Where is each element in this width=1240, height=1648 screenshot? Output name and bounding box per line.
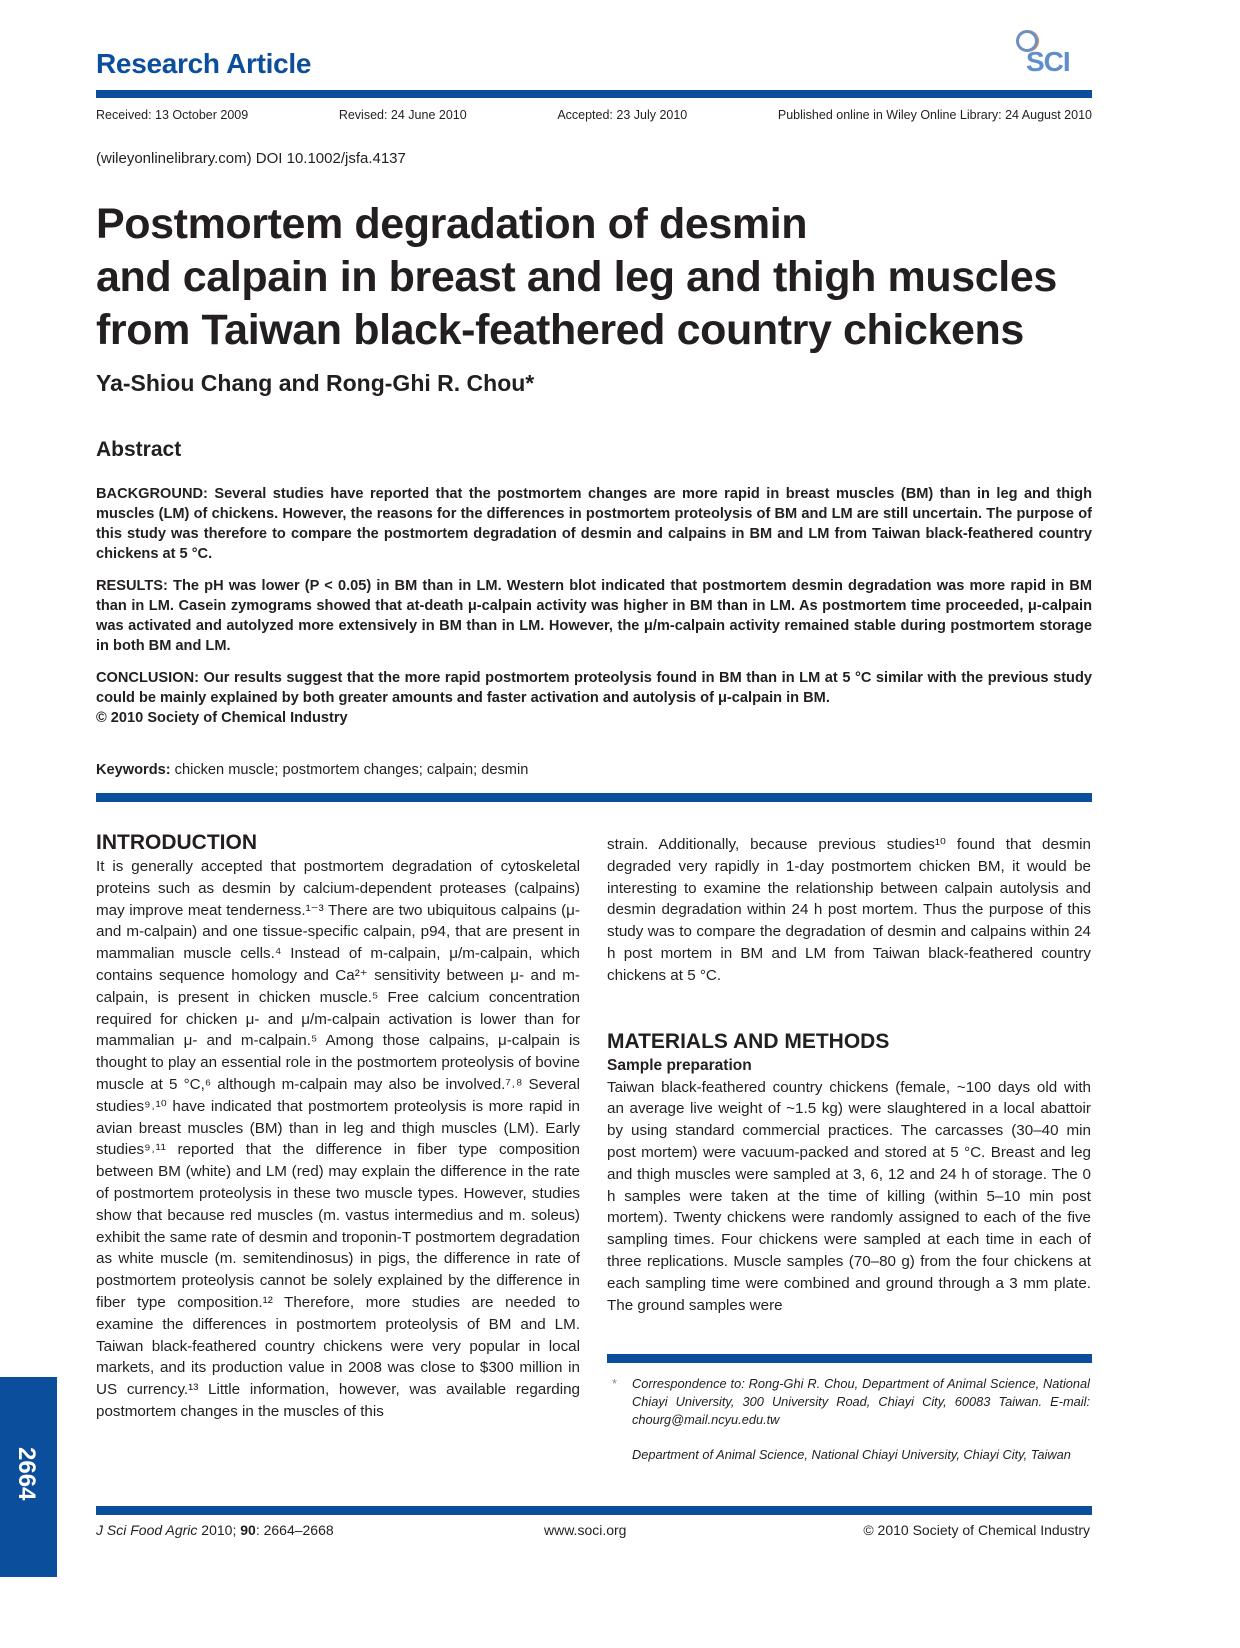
citation-year: 2010; xyxy=(197,1522,241,1538)
abstract-body xyxy=(96,484,1092,740)
abstract-heading: Abstract xyxy=(96,438,182,461)
abstract-results: RESULTS: The pH was lower (P < 0.05) in BM than in LM. Western blot indicated that postmortem desmin degradation was more rapid in BM than in LM. Casein zymograms showed that at-death μ-calpain activity was higher in BM than in LM. As postmortem time proceeded, μ-calpain was activated and autolyzed more extensively in BM than in LM. However, the μ/m-calpain activity remained stable during postmortem storage in both BM and LM. xyxy=(96,578,1092,654)
citation-pages: : 2664–2668 xyxy=(255,1522,334,1538)
footnote-marker: * xyxy=(612,1376,617,1391)
header-rule xyxy=(96,90,1092,98)
citation xyxy=(96,1522,334,1538)
sample-preparation-text: Taiwan black-feathered country chickens (female, ~100 days old with an average live weight of ~1.5 kg) were slaughtered in a local abattoir by using standard commercial practices. The carcasses (30–40 min post mortem) were vacuum-packed and stored at 5 °C. Breast and leg and thigh muscles were sampled at 3, 6, 12 and 24 h of storage. The 0 h samples were taken at the time of killing (within 5–10 min post mortem). Twenty chickens were randomly assigned to each of the five sampling times. Four chickens were sampled at each time in each of three replications. Muscle samples (70–80 g) from the four chickens at each sampling time were combined and ground through a 3 mm plate. The ground samples were xyxy=(607,1078,1091,1314)
sci-logo xyxy=(1012,30,1094,80)
abstract-copyright: © 2010 Society of Chemical Industry xyxy=(96,710,348,726)
page-number-tab xyxy=(0,1377,57,1577)
left-column xyxy=(96,830,580,1423)
footnote-rule xyxy=(607,1354,1092,1363)
journal-name: J Sci Food Agric xyxy=(96,1522,198,1538)
doi-link[interactable]: (wileyonlinelibrary.com) DOI 10.1002/jsfa.4137 xyxy=(96,150,406,167)
article-title xyxy=(96,198,1106,357)
title-line: Postmortem degradation of desmin xyxy=(96,200,808,248)
introduction-text: It is generally accepted that postmortem degradation of cytoskeletal proteins such as desmin by calcium-dependent proteases (calpains) may improve meat tenderness.¹⁻³ There are two ubiquitous calpains (μ- and m-calpain) and one tissue-specific calpain, p94, that are present in mammalian muscle cells.⁴ Instead of m-calpain, μ/m-calpain, which contains sequence homology and Ca²⁺ sensitivity between μ- and m-calpain, is present in chicken muscle.⁵ Free calcium concentration required for chicken μ- and μ/m-calpain activation is lower than for mammalian μ- and m-calpain.⁵ Among those calpains, μ-calpain is thought to play an essential role in the postmortem proteolysis of bovine muscle at 5 °C,⁶ although m-calpain may also be involved.⁷˒⁸ Several studies⁹˒¹⁰ have indicated that postmortem proteolysis is more rapid in avian breast muscles (BM) than in leg and thigh muscles (LM). Early studies⁹˒¹¹ reported that the difference in fiber type composition between BM (white) and LM (red) may explain the difference in the rate of postmortem proteolysis in these two muscle types. However, studies show that because red muscles (m. vastus intermedius and m. soleus) exhibit the same rate of desmin and troponin-T postmortem degradation as white muscle (m. semitendinosus) in pigs, the difference in rate of postmortem proteolysis cannot be solely explained by the difference in fiber type composition.¹² Therefore, more studies are needed to examine the differences in postmortem proteolysis of BM and LM. Taiwan black-feathered country chickens were very popular in local markets, and its production value in 2008 was close to $300 million in US currency.¹³ Little information, however, was available regarding postmortem changes in the muscles of this xyxy=(96,858,580,1420)
article-dates xyxy=(96,108,1092,122)
sample-preparation-heading: Sample preparation xyxy=(607,1056,752,1074)
accepted-date: Accepted: 23 July 2010 xyxy=(557,108,688,122)
correspondence-text: Correspondence to: Rong-Ghi R. Chou, Department of Animal Science, National Chiayi University, 300 University Road, Chiayi City, 60083 Taiwan. E-mail: chourg@mail.ncyu.edu.tw xyxy=(632,1376,1090,1427)
correspondence-note xyxy=(612,1375,1090,1429)
author-list: Ya-Shiou Chang and Rong-Ghi R. Chou* xyxy=(96,370,535,396)
page-number: 2664 xyxy=(13,1447,40,1501)
keywords xyxy=(96,762,528,778)
abstract-conclusion: CONCLUSION: Our results suggest that the more rapid postmortem proteolysis found in BM than in LM at 5 °C similar with the previous study could be mainly explained by both greater amounts and faster activation and autolysis of μ-calpain in BM. xyxy=(96,670,1092,706)
introduction-heading: INTRODUCTION xyxy=(96,831,257,854)
published-date: Published online in Wiley Online Library: 24 August 2010 xyxy=(777,108,1092,122)
keywords-label: Keywords: xyxy=(96,762,171,778)
received-date: Received: 13 October 2009 xyxy=(96,108,249,122)
footer-rule xyxy=(96,1506,1092,1515)
abstract-background: BACKGROUND: Several studies have reported that the postmortem changes are more rapid in breast muscles (BM) than in leg and thigh muscles (LM) of chickens. However, the reasons for the differences in postmortem proteolysis of BM and LM are still uncertain. The purpose of this study was therefore to compare the postmortem degradation of desmin and calpains in BM and LM from Taiwan black-feathered country chickens at 5 °C. xyxy=(96,486,1092,562)
title-line: and calpain in breast and leg and thigh muscles xyxy=(96,253,1057,301)
right-column xyxy=(607,834,1091,1316)
title-line: from Taiwan black-feathered country chickens xyxy=(96,306,1024,354)
website-link[interactable]: www.soci.org xyxy=(544,1522,627,1538)
logo-text: SCI xyxy=(1026,46,1070,77)
introduction-continuation: strain. Additionally, because previous studies¹⁰ found that desmin degraded very rapidly in 1-day postmortem chicken BM, it would be interesting to examine the relationship between calpain autolysis and desmin degradation within 24 h post mortem. Thus the purpose of this study was to compare the degradation of desmin and calpains within 24 h post mortem in BM and LM from Taiwan black-feathered country chickens at 5 °C. xyxy=(607,836,1091,984)
citation-volume: 90 xyxy=(240,1522,256,1538)
journal-section-label: Research Article xyxy=(96,48,312,79)
affiliation: Department of Animal Science, National Chiayi University, Chiayi City, Taiwan xyxy=(632,1447,1071,1462)
keywords-list: chicken muscle; postmortem changes; calpain; desmin xyxy=(170,762,529,778)
revised-date: Revised: 24 June 2010 xyxy=(338,108,467,122)
abstract-rule xyxy=(96,793,1092,802)
methods-heading: MATERIALS AND METHODS xyxy=(607,1029,890,1053)
footer-copyright: © 2010 Society of Chemical Industry xyxy=(863,1522,1090,1538)
